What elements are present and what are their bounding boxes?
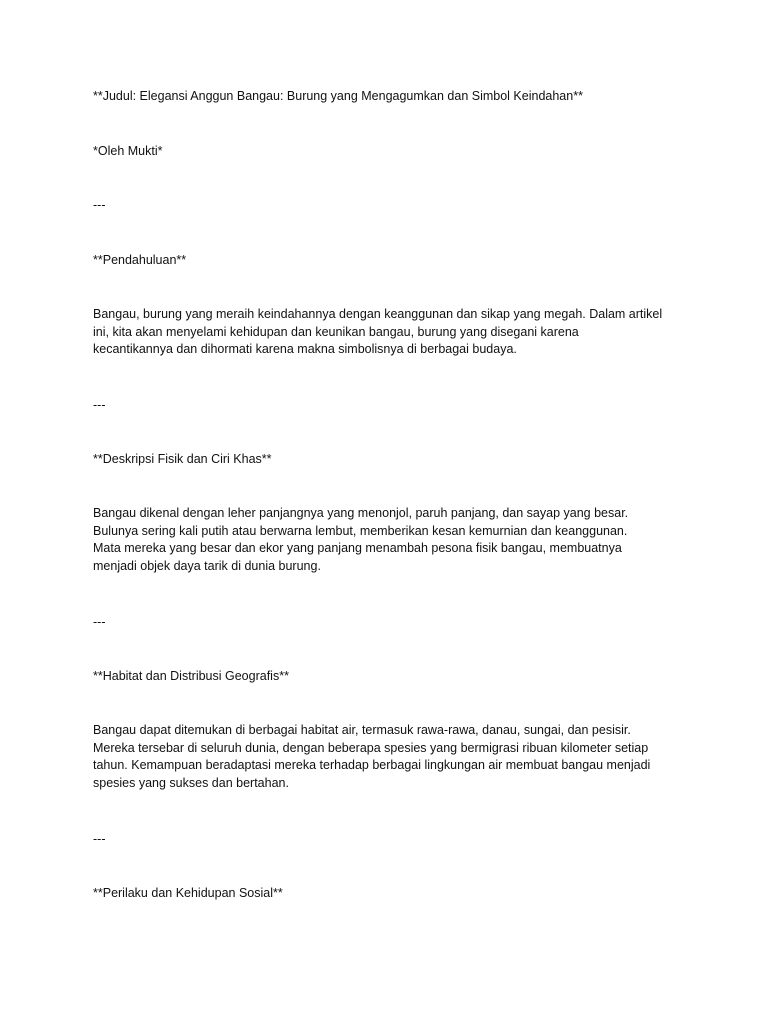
paragraph-line: tahun. Kemampuan beradaptasi mereka terhadap berbagai lingkungan air membuat bangau menjadi <box>93 758 651 773</box>
paragraph-line: Mereka tersebar di seluruh dunia, dengan beberapa spesies yang bermigrasi ribuan kilometer setiap <box>93 740 649 755</box>
section-heading-perilaku: **Perilaku dan Kehidupan Sosial** <box>93 886 283 900</box>
document-author: *Oleh Mukti* <box>93 144 163 158</box>
paragraph-line: Bangau dapat ditemukan di berbagai habitat air, termasuk rawa-rawa, danau, sungai, dan pesisir. <box>93 723 631 737</box>
paragraph-line: Bulunya sering kali putih atau berwarna lembut, memberikan kesan kemurnian dan keanggunan. <box>93 523 628 538</box>
separator: --- <box>93 198 106 212</box>
section-heading-deskripsi: **Deskripsi Fisik dan Ciri Khas** <box>93 452 272 466</box>
paragraph-line: Bangau, burung yang meraih keindahannya dengan keanggunan dan sikap yang megah. Dalam artikel <box>93 307 663 321</box>
section-heading-pendahuluan: **Pendahuluan** <box>93 253 187 267</box>
section-paragraph-pendahuluan <box>93 306 683 359</box>
paragraph-line: kecantikannya dan dihormati karena makna simbolisnya di berbagai budaya. <box>93 342 517 357</box>
paragraph-line: menjadi objek daya tarik di dunia burung. <box>93 559 321 574</box>
paragraph-line: Bangau dikenal dengan leher panjangnya yang menonjol, paruh panjang, dan sayap yang besar. <box>93 506 629 520</box>
separator: --- <box>93 615 106 629</box>
section-heading-habitat: **Habitat dan Distribusi Geografis** <box>93 669 289 683</box>
paragraph-line: ini, kita akan menyelami kehidupan dan keunikan bangau, burung yang disegani karena <box>93 324 579 339</box>
document-title: **Judul: Elegansi Anggun Bangau: Burung yang Mengagumkan dan Simbol Keindahan** <box>93 89 583 103</box>
section-paragraph-deskripsi <box>93 505 683 576</box>
section-paragraph-habitat <box>93 722 683 793</box>
separator: --- <box>93 832 106 846</box>
paragraph-line: spesies yang sukses dan bertahan. <box>93 776 289 791</box>
paragraph-line: Mata mereka yang besar dan ekor yang panjang menambah pesona fisik bangau, membuatnya <box>93 541 622 556</box>
separator: --- <box>93 398 106 412</box>
